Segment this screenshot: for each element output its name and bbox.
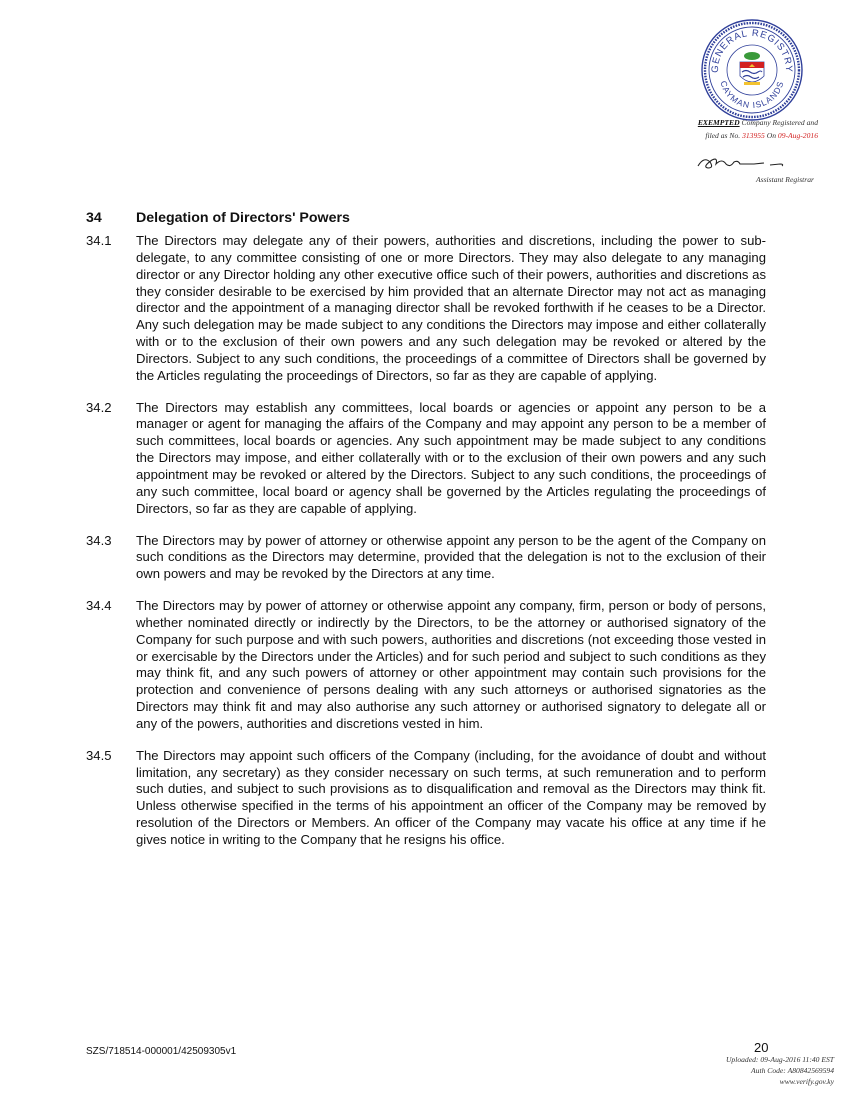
general-registry-seal — [700, 18, 804, 122]
document-reference: SZS/718514-000001/42509305v1 — [86, 1046, 237, 1057]
clause-34-5 — [86, 748, 766, 849]
clause-34-3 — [86, 533, 766, 584]
clause-text: The Directors may establish any committees, local boards or agencies or appoint any person to be a manager or agent for managing the affairs of the Company and may appoint any person to be a member of such committees, local boards or agencies. Any such appointment may be made subject to any conditions the Directors may impose, and either collaterally with or to the exclusion of their own powers and any such appointment may be revoked or altered by the Directors. Subject to any such conditions, the proceedings of any such committee, local board or agency shall be governed by the Articles regulating the proceedings of Directors, so far as they are capable of applying. — [136, 399, 766, 516]
clause-number: 34.5 — [86, 747, 112, 763]
stamp-exempted: EXEMPTED — [697, 118, 740, 127]
clause-text: The Directors may delegate any of their powers, authorities and discretions, including the power to sub-delegate, to any committee consisting of one or more Directors. They may also delegate to any managing director or any Director holding any other executive office such of their powers, authorities and discretions as they consider desirable to be exercised by him provided that an alternate Director may not act as managing director and the appointment of a managing director shall be revoked forthwith if he ceases to be a Director. Any such delegation may be made subject to any conditions the Directors may impose and either collaterally with or to the exclusion of their own powers and any such delegation may be revoked or altered by the Directors. Subject to any such conditions, the proceedings of a committee of Directors shall be governed by the Articles regulating the proceedings of Directors, so far as they are capable of applying. — [136, 233, 766, 383]
clause-34-4 — [86, 598, 766, 733]
auth-code: Auth Code: A80842569594 — [751, 1066, 834, 1075]
page-number: 20 — [754, 1040, 769, 1055]
coat-of-arms-icon — [740, 52, 764, 85]
upload-timestamp: Uploaded: 09-Aug-2016 11:40 EST — [725, 1055, 834, 1064]
svg-text:CAYMAN ISLANDS: CAYMAN ISLANDS — [718, 79, 786, 111]
clause-number: 34.2 — [86, 399, 112, 415]
clause-list — [86, 233, 766, 864]
upload-info — [726, 1054, 834, 1087]
stamp-filed-prefix: filed as No. — [705, 131, 743, 140]
section-heading — [86, 210, 350, 226]
stamp-role: Assistant Registrar — [755, 175, 814, 184]
clause-text: The Directors may by power of attorney or otherwise appoint any person to be the agent of the Company on such conditions as the Directors may determine, provided that the delegation is not to the exclusion of their own powers and may be revoked by the Directors at any time. — [136, 532, 766, 582]
section-title: Delegation of Directors' Powers — [136, 210, 350, 226]
clause-34-1 — [86, 233, 766, 385]
stamp-filed-on: On — [764, 131, 778, 140]
stamp-registration-line — [698, 118, 818, 127]
stamp-filed-date: 09-Aug-2016 — [777, 131, 818, 140]
registrar-signature — [694, 152, 786, 174]
clause-number: 34.1 — [86, 233, 112, 248]
clause-text: The Directors may by power of attorney or otherwise appoint any company, firm, person or body of persons, whether nominated directly or indirectly by the Directors, to be the attorney or authorised signatory of the Company for such purpose and with such powers, authorities and discretions (not exceeding those vested in or exercisable by the Directors under the Articles) and for such period and subject to such conditions as they may think fit, and any such powers of attorney or other appointment may contain such provisions for the protection and convenience of persons dealing with any such attorneys or authorised signatories as the Directors may think fit and may also authorise any such attorney or authorised signatory to delegate all or any of the powers, authorities and discretions vested in him. — [136, 598, 766, 731]
stamp-registered-text: Company Registered and — [739, 118, 818, 127]
clause-text: The Directors may appoint such officers of the Company (including, for the avoidance of doubt and without limitation, any secretary) as they consider necessary on such terms, at such remuneration and to perform such duties, and subject to such provisions as to disqualification and removal as the Directors may think fit. Unless otherwise specified in the terms of his appointment an officer of the Company may be removed by resolution of the Directors or Members. An officer of the Company may vacate his office at any time if he gives notice in writing to the Company that he resigns his office. — [136, 747, 766, 847]
stamp-filing-line — [705, 131, 818, 140]
clause-number: 34.4 — [86, 598, 112, 614]
section-number: 34 — [86, 210, 102, 226]
verify-website: www.verify.gov.ky — [779, 1077, 834, 1086]
stamp-filed-number: 313955 — [742, 131, 765, 140]
svg-text:GENERAL REGISTRY: GENERAL REGISTRY — [709, 27, 795, 73]
clause-34-2 — [86, 400, 766, 518]
clause-number: 34.3 — [86, 532, 112, 548]
